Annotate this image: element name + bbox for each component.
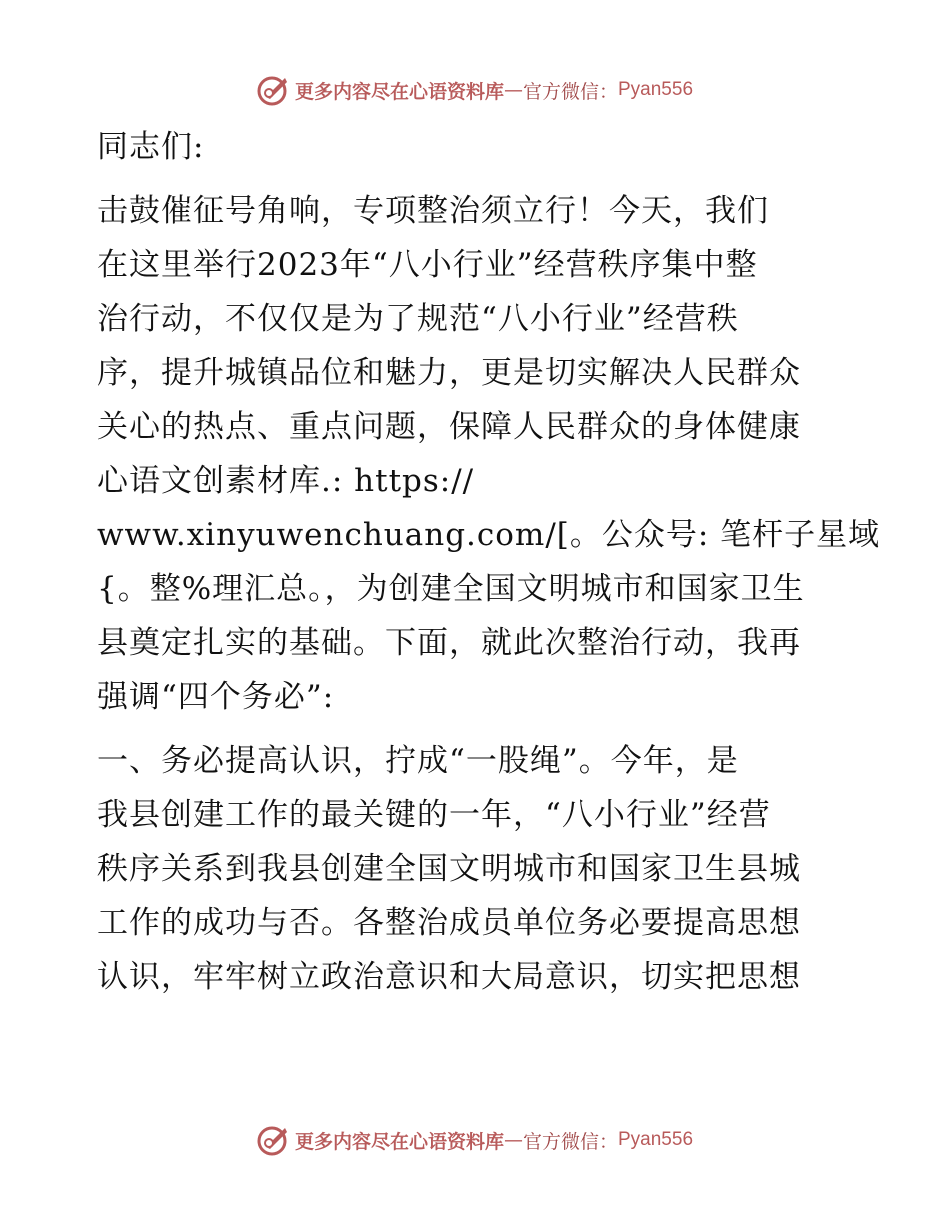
header-watermark — [0, 70, 950, 110]
text-line: 在这里举行2023年“八小行业”经营秩序集中整 — [97, 247, 758, 283]
text-line: 秩序关系到我县创建全国文明城市和国家卫生县城 — [97, 851, 801, 887]
watermark-wechat-id: Pyan556 — [618, 79, 694, 100]
watermark-wechat-id: Pyan556 — [618, 1129, 694, 1150]
text-line: 一、务必提高认识，拧成“一股绳”。今年，是 — [97, 743, 739, 779]
feather-seal-icon — [257, 1123, 291, 1157]
text-line: 击鼓催征号角响，专项整治须立行！今天，我们 — [97, 193, 769, 229]
text-line: {。整%理汇总。，为创建全国文明城市和国家卫生 — [97, 571, 805, 607]
text-line: 关心的热点、重点问题，保障人民群众的身体健康 — [97, 409, 801, 445]
salutation: 同志们: — [97, 129, 205, 165]
paragraph-intro — [97, 184, 881, 724]
feather-seal-icon — [257, 73, 291, 107]
text-line: 治行动，不仅仅是为了规范“八小行业”经营秩 — [97, 301, 739, 337]
text-line: 心语文创素材库.: https:// — [97, 463, 475, 499]
text-line: 工作的成功与否。各整治成员单位务必要提高思想 — [97, 905, 801, 941]
watermark-brand: 更多内容尽在心语资料库 — [294, 1130, 504, 1153]
text-line: 强调“四个务必”: — [97, 679, 335, 715]
text-line: 序，提升城镇品位和魅力，更是切实解决人民群众 — [97, 355, 801, 391]
watermark-brand: 更多内容尽在心语资料库 — [294, 80, 504, 103]
document-body — [97, 120, 881, 1004]
footer-watermark — [0, 1120, 950, 1160]
watermark-separator: — — [503, 79, 523, 101]
paragraph-point-one — [97, 734, 857, 1004]
watermark-official-label: 官方微信： — [522, 80, 618, 103]
watermark-official-label: 官方微信： — [522, 1130, 618, 1153]
text-line: 认识，牢牢树立政治意识和大局意识，切实把思想 — [97, 959, 801, 995]
text-line: 我县创建工作的最关键的一年，“八小行业”经营 — [97, 797, 771, 833]
text-line: www.xinyuwenchuang.com/[。公众号: 笔杆子星域 — [97, 517, 881, 553]
text-line: 县奠定扎实的基础。下面，就此次整治行动，我再 — [97, 625, 801, 661]
watermark-separator: — — [503, 1129, 523, 1151]
